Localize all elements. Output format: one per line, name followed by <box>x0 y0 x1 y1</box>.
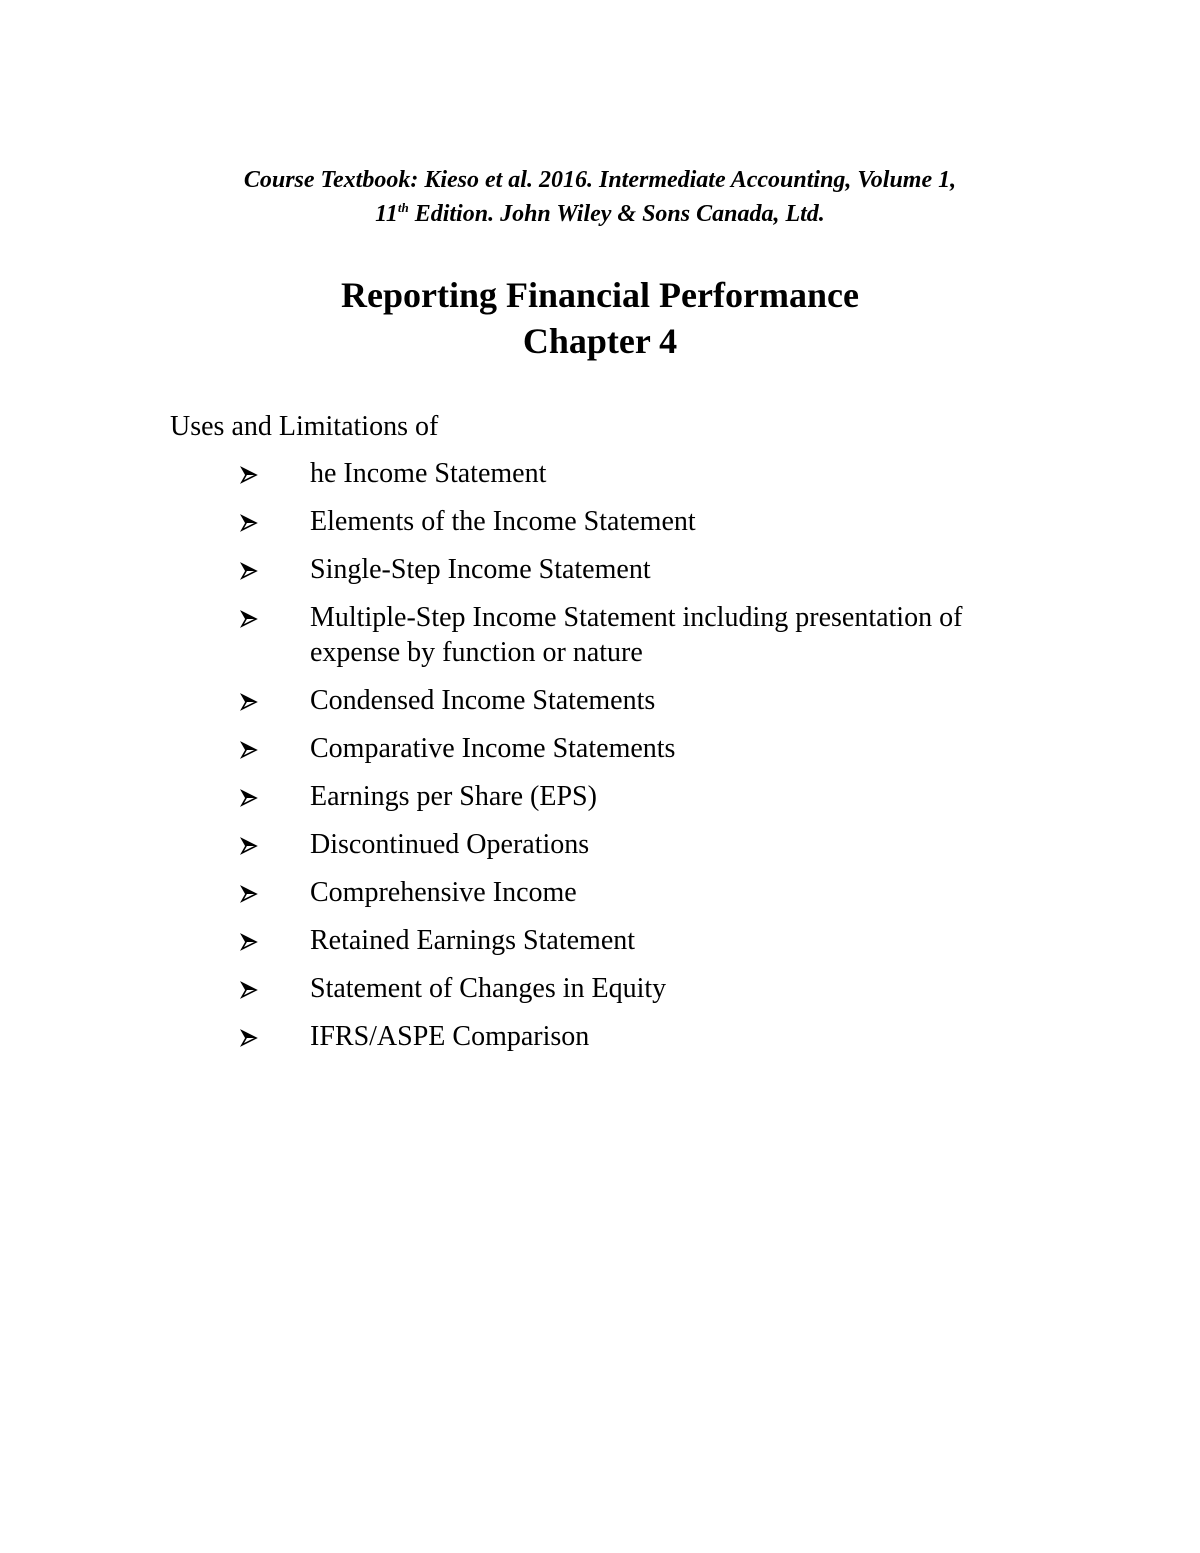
arrowhead-bullet-icon <box>240 878 258 908</box>
topic-text: Retained Earnings Statement <box>310 925 636 956</box>
list-item <box>0 971 1200 1006</box>
arrowhead-bullet-icon <box>240 507 258 537</box>
arrowhead-bullet-icon <box>240 555 258 585</box>
topic-text: Elements of the Income Statement <box>310 506 696 537</box>
topic-text: Comparative Income Statements <box>310 733 676 764</box>
list-item <box>0 875 1200 910</box>
topic-text: Condensed Income Statements <box>310 685 656 716</box>
arrowhead-bullet-icon <box>240 782 258 812</box>
topic-text: Comprehensive Income <box>310 877 577 908</box>
topic-text: Earnings per Share (EPS) <box>310 781 597 812</box>
topic-text: Single-Step Income Statement <box>310 554 651 585</box>
edition-number: 11 <box>375 201 398 227</box>
arrowhead-bullet-icon <box>240 734 258 764</box>
topic-list <box>0 456 1200 1067</box>
course-textbook-citation <box>0 163 1200 231</box>
citation-line-2 <box>0 197 1200 231</box>
topic-text: he Income Statement <box>310 458 547 489</box>
arrowhead-bullet-icon <box>240 830 258 860</box>
list-item <box>0 456 1200 491</box>
list-item <box>0 779 1200 814</box>
topic-text: Discontinued Operations <box>310 829 590 860</box>
edition-suffix: th <box>397 200 409 215</box>
list-item <box>0 731 1200 766</box>
intro-text: Uses and Limitations of <box>170 411 439 442</box>
arrowhead-bullet-icon <box>240 603 258 633</box>
list-item <box>0 504 1200 539</box>
list-item <box>0 827 1200 862</box>
arrowhead-bullet-icon <box>240 1022 258 1052</box>
topic-text: Multiple-Step Income Statement including presentation of expense by function or nature <box>310 602 963 668</box>
topic-text: Statement of Changes in Equity <box>310 973 667 1004</box>
list-item <box>0 923 1200 958</box>
citation-line-2-rest: Edition. John Wiley & Sons Canada, Ltd. <box>408 201 825 227</box>
arrowhead-bullet-icon <box>240 459 258 489</box>
list-item <box>0 1019 1200 1054</box>
list-item <box>0 683 1200 718</box>
page-title: Reporting Financial Performance <box>341 275 859 315</box>
arrowhead-bullet-icon <box>240 926 258 956</box>
citation-line-1: Course Textbook: Kieso et al. 2016. Intermediate Accounting, Volume 1, <box>243 167 957 193</box>
list-item <box>0 552 1200 587</box>
chapter-heading <box>0 272 1200 364</box>
chapter-label: Chapter 4 <box>522 321 678 361</box>
arrowhead-bullet-icon <box>240 974 258 1004</box>
arrowhead-bullet-icon <box>240 686 258 716</box>
topic-text: IFRS/ASPE Comparison <box>310 1021 590 1052</box>
list-item <box>0 600 1200 670</box>
